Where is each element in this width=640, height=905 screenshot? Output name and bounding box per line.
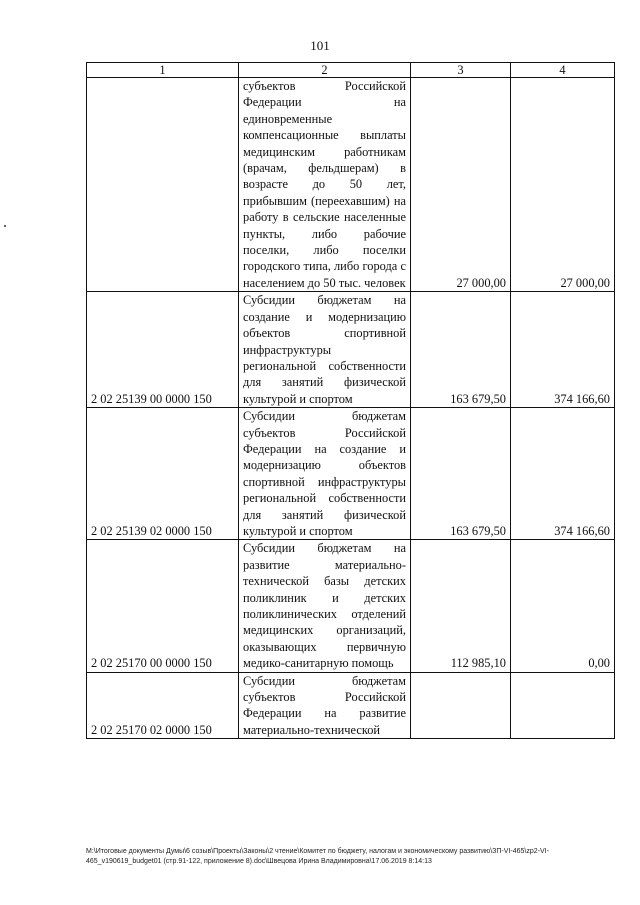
amount-year-2: 374 166,60 bbox=[511, 292, 615, 408]
budget-code: 2 02 25170 00 0000 150 bbox=[87, 540, 239, 672]
budget-description: субъектов Российской Федерации на единовременные компенсационные выплаты медицинским работникам (врачам, фельдшерам) в возрасте до 50 лет, прибывшим (переехавшим) на работу в сельские населенные пункты, либо рабочие поселки, либо поселки городского типа, либо города с населением до 50 тыс. человек bbox=[239, 78, 411, 292]
file-path-footer bbox=[86, 847, 614, 867]
table-row bbox=[87, 292, 615, 408]
amount-year-2: 0,00 bbox=[511, 540, 615, 672]
column-header-3: 3 bbox=[411, 63, 511, 78]
table-row bbox=[87, 540, 615, 672]
budget-description: Субсидии бюджетам на развитие материально-технической базы детских поликлиник и детских поликлинических отделений медицинских организаций, оказывающих первичную медико-санитарную помощь bbox=[239, 540, 411, 672]
amount-year-2: 27 000,00 bbox=[511, 78, 615, 292]
amount-year-1 bbox=[411, 672, 511, 739]
amount-year-1: 163 679,50 bbox=[411, 292, 511, 408]
footer-line-1: М:\Итоговые документы Думы\6 созыв\Проекты\Законы\2 чтение\Комитет по бюджету, налогам и экономическому развитию\ЗП-VI-465\zp2-VI- bbox=[86, 848, 549, 855]
column-header-1: 1 bbox=[87, 63, 239, 78]
table-row bbox=[87, 78, 615, 292]
budget-description: Субсидии бюджетам субъектов Российской Федерации на создание и модернизацию объектов спортивной инфраструктуры региональной собственности для занятий физической культурой и спортом bbox=[239, 408, 411, 540]
budget-code bbox=[87, 78, 239, 292]
amount-year-1: 27 000,00 bbox=[411, 78, 511, 292]
budget-description: Субсидии бюджетам на создание и модернизацию объектов спортивной инфраструктуры региональной собственности для занятий физической культурой и спортом bbox=[239, 292, 411, 408]
amount-year-2: 374 166,60 bbox=[511, 408, 615, 540]
amount-year-2 bbox=[511, 672, 615, 739]
budget-code: 2 02 25170 02 0000 150 bbox=[87, 672, 239, 739]
amount-year-1: 112 985,10 bbox=[411, 540, 511, 672]
budget-table bbox=[86, 62, 615, 739]
column-header-2: 2 bbox=[239, 63, 411, 78]
budget-code: 2 02 25139 02 0000 150 bbox=[87, 408, 239, 540]
table-header-row bbox=[87, 63, 615, 78]
column-header-4: 4 bbox=[511, 63, 615, 78]
table-row bbox=[87, 408, 615, 540]
footer-line-2: 465_v190619_budget01 (стр.91-122, приложение 8).doc\Швецова Ирина Владимировна\17.06.2019 8:14:13 bbox=[86, 858, 432, 865]
table-row bbox=[87, 672, 615, 739]
budget-description: Субсидии бюджетам субъектов Российской Федерации на развитие материально-технической bbox=[239, 672, 411, 739]
page-number: 101 bbox=[310, 38, 330, 53]
amount-year-1: 163 679,50 bbox=[411, 408, 511, 540]
scan-margin-mark bbox=[4, 225, 6, 227]
budget-code: 2 02 25139 00 0000 150 bbox=[87, 292, 239, 408]
